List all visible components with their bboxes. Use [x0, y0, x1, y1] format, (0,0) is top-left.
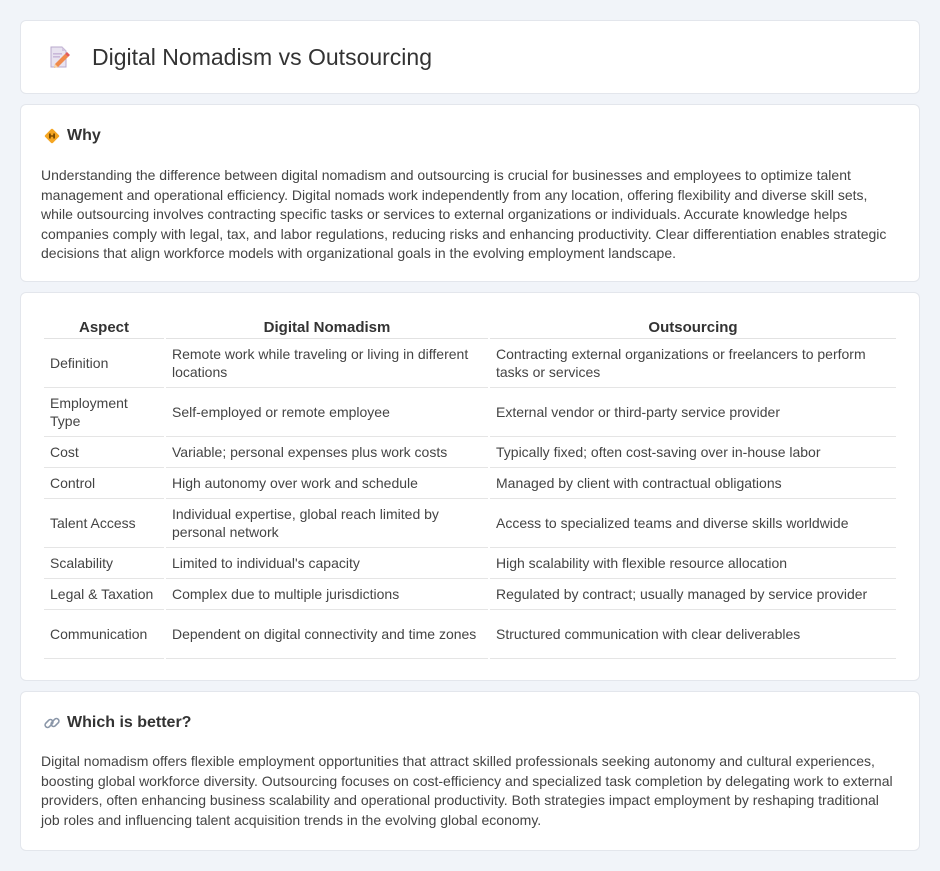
diamond-sign-icon: [43, 127, 61, 145]
digital-nomadism-cell: High autonomy over work and schedule: [166, 468, 488, 499]
digital-nomadism-cell: Limited to individual's capacity: [166, 548, 488, 579]
outsourcing-cell: Typically fixed; often cost-saving over in-house labor: [490, 437, 896, 468]
outsourcing-cell: Structured communication with clear deliverables: [490, 610, 896, 659]
table-row: [44, 579, 896, 610]
why-text: Understanding the difference between digital nomadism and outsourcing is crucial for businesses and employees to optimize talent management and operational efficiency. Digital nomads work independently from any location, offering flexibility and diverse skill sets, while outsourcing involves contracting specific tasks or services to external organizations or individuals. Accurate knowledge helps companies comply with legal, tax, and labor regulations, reducing risks and enhancing productivity. Clear differentiation enables strategic decisions that align workforce models with organizational goals in the evolving employment landscape.: [41, 167, 887, 261]
which-is-better-title: Which is better?: [67, 714, 192, 731]
column-header-aspect: Aspect: [44, 317, 164, 339]
table-row: [44, 339, 896, 388]
table-row: [44, 499, 896, 548]
digital-nomadism-cell: Remote work while traveling or living in different locations: [166, 339, 488, 388]
table-row: [44, 388, 896, 437]
which-is-better-section: [20, 691, 920, 851]
aspect-cell: Legal & Taxation: [44, 579, 164, 610]
comparison-section: [20, 292, 920, 681]
outsourcing-cell: External vendor or third-party service provider: [490, 388, 896, 437]
document-pencil-icon: [46, 44, 72, 70]
outsourcing-cell: Regulated by contract; usually managed by service provider: [490, 579, 896, 610]
header-card: [20, 20, 920, 94]
aspect-cell: Definition: [44, 339, 164, 388]
digital-nomadism-cell: Variable; personal expenses plus work costs: [166, 437, 488, 468]
outsourcing-cell: Managed by client with contractual obligations: [490, 468, 896, 499]
page-title: Digital Nomadism vs Outsourcing: [92, 43, 433, 70]
aspect-cell: Communication: [44, 610, 164, 659]
column-header-outsourcing: Outsourcing: [490, 317, 896, 339]
table-row: [44, 548, 896, 579]
comparison-table: [42, 317, 898, 659]
digital-nomadism-cell: Individual expertise, global reach limited by personal network: [166, 499, 488, 548]
column-header-digital-nomadism: Digital Nomadism: [166, 317, 488, 339]
outsourcing-cell: Contracting external organizations or freelancers to perform tasks or services: [490, 339, 896, 388]
digital-nomadism-cell: Self-employed or remote employee: [166, 388, 488, 437]
table-header-row: [44, 317, 896, 339]
why-section: [20, 104, 920, 282]
digital-nomadism-cell: Complex due to multiple jurisdictions: [166, 579, 488, 610]
aspect-cell: Scalability: [44, 548, 164, 579]
aspect-cell: Employment Type: [44, 388, 164, 437]
outsourcing-cell: Access to specialized teams and diverse skills worldwide: [490, 499, 896, 548]
which-is-better-text: Digital nomadism offers flexible employment opportunities that attract skilled professionals seeking autonomy and cultural experiences, boosting global workforce diversity. Outsourcing focuses on cost-efficiency and specialized task completion by delegating work to external providers, often enhancing business scalability and operational productivity. Both strategies impact employment by reshaping traditional job roles and influencing talent acquisition trends in the evolving global economy.: [41, 753, 893, 828]
table-row: [44, 437, 896, 468]
digital-nomadism-cell: Dependent on digital connectivity and time zones: [166, 610, 488, 659]
outsourcing-cell: High scalability with flexible resource allocation: [490, 548, 896, 579]
link-icon: [43, 714, 61, 732]
why-title: Why: [67, 127, 101, 144]
aspect-cell: Talent Access: [44, 499, 164, 548]
table-row: [44, 468, 896, 499]
aspect-cell: Control: [44, 468, 164, 499]
aspect-cell: Cost: [44, 437, 164, 468]
table-row: [44, 610, 896, 659]
